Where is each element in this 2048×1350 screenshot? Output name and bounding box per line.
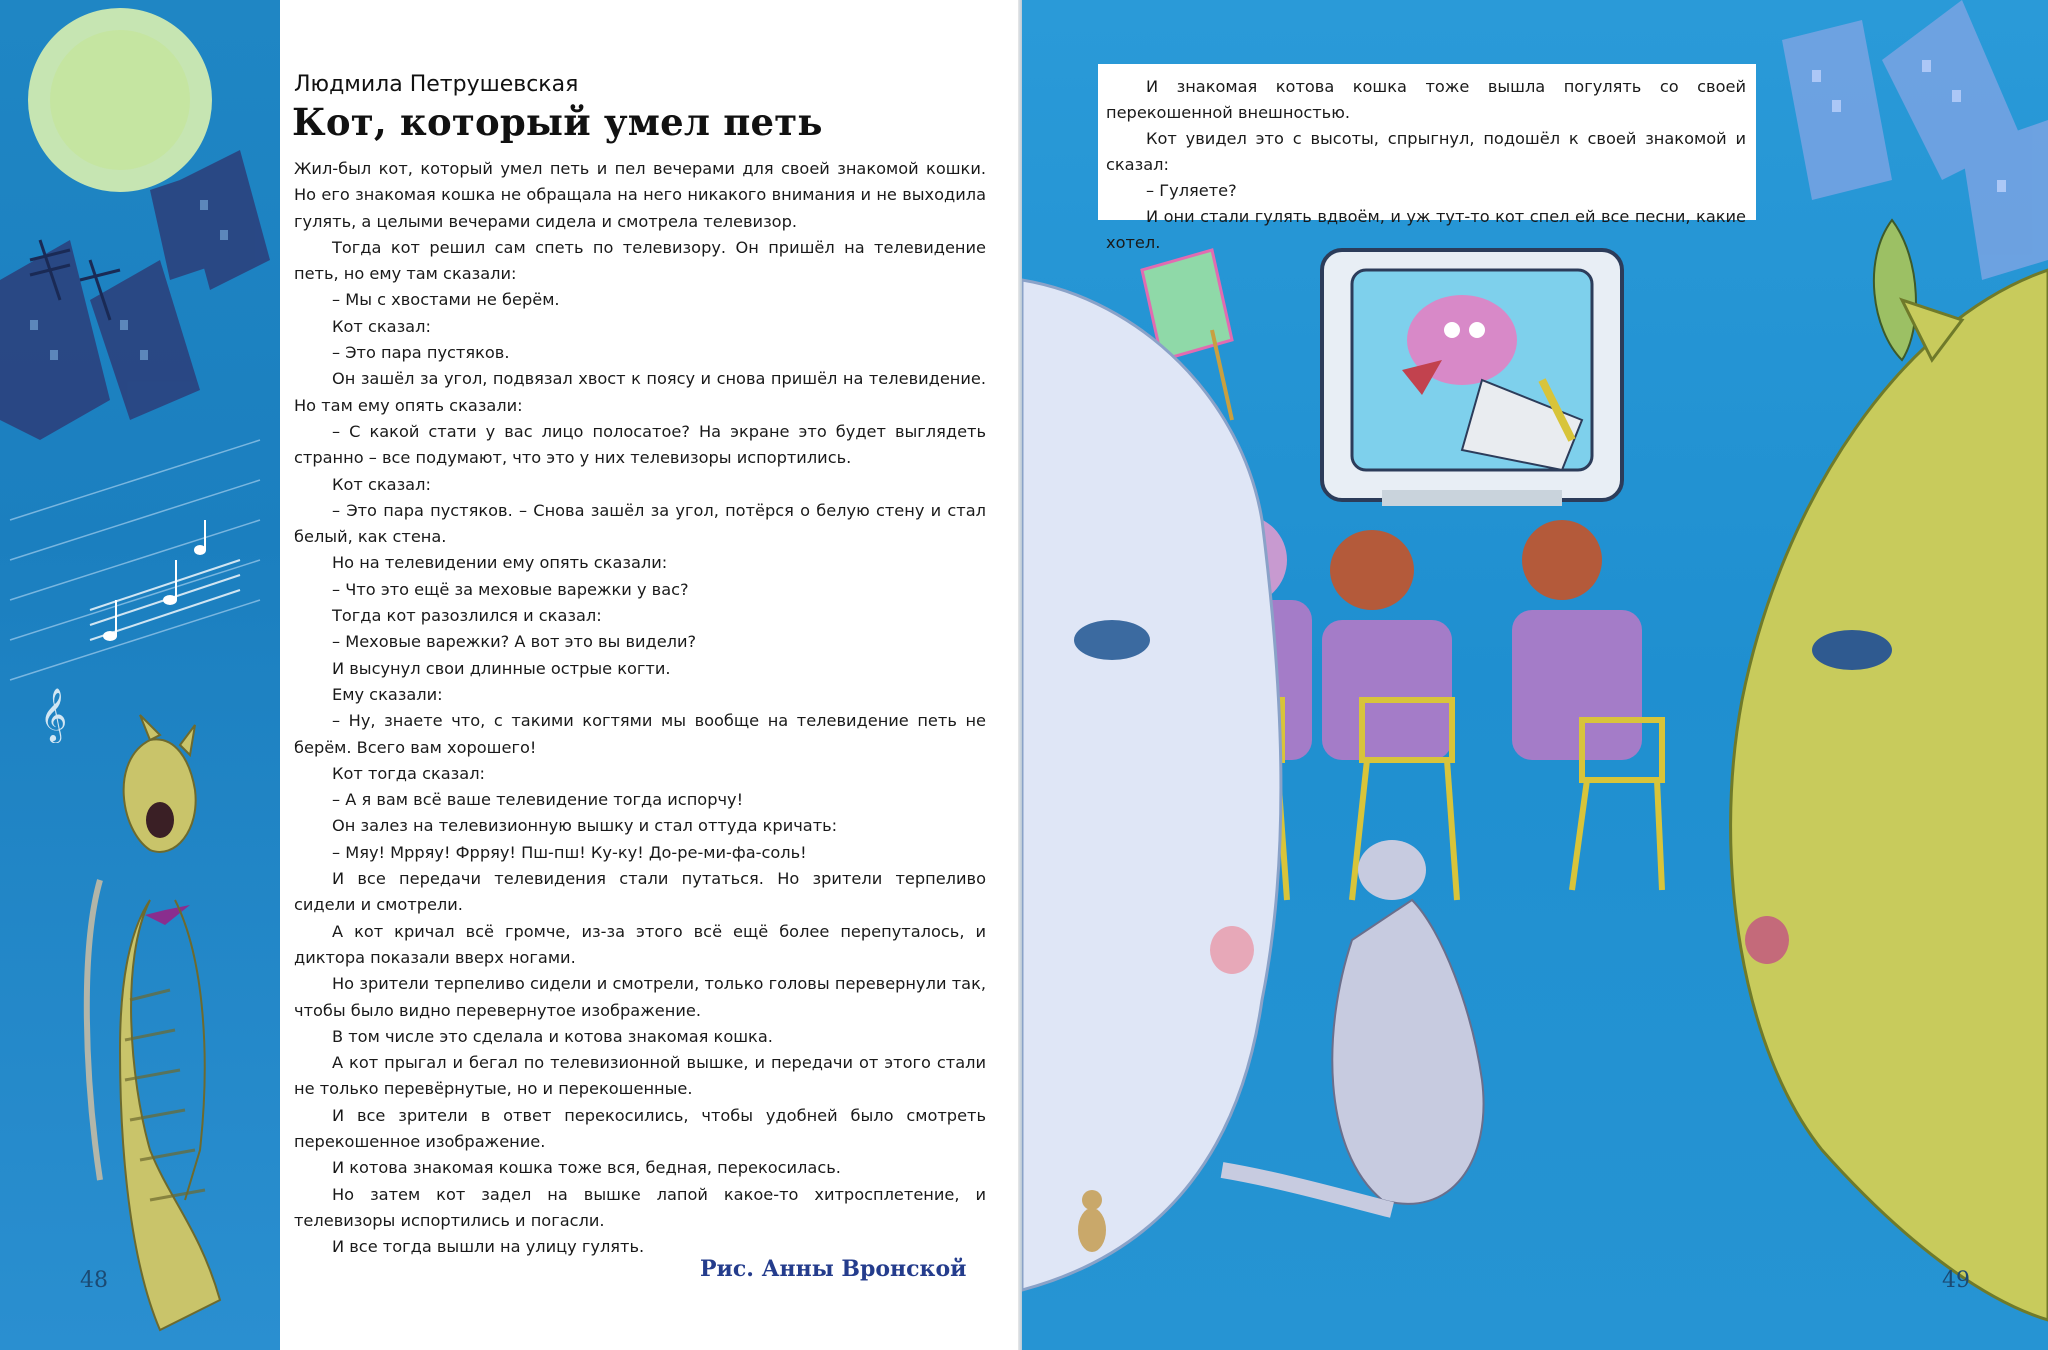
paragraph: – Мы с хвостами не берём.	[332, 290, 560, 310]
page-number-left: 48	[80, 1268, 108, 1293]
left-illustration-drawing	[0, 0, 280, 1350]
paragraph: Но затем кот задел на вышке лапой какое-то хитросплетение, и телевизоры испортились и погасли.	[294, 1184, 986, 1230]
night-buildings	[0, 150, 270, 440]
paragraph: – А я вам всё ваше телевидение тогда испорчу!	[332, 790, 744, 810]
paragraph: И все тогда вышли на улицу гулять.	[332, 1237, 645, 1257]
paragraph: – Это пара пустяков.	[332, 343, 510, 363]
white-cat-face-drawing	[1022, 280, 1281, 1290]
story-text-page	[280, 0, 1020, 1350]
paragraph: И все передачи телевидения стали путаться. Но зрители терпеливо сидели и смотрели.	[294, 869, 986, 915]
paragraph: А кот прыгал и бегал по телевизионной вышке, и передачи от этого стали не только перевёрнутые, но и перекошенные.	[294, 1053, 986, 1099]
mouse-drawing	[1078, 1190, 1106, 1252]
paragraph: – Гуляете?	[1146, 181, 1237, 200]
paragraph: – Что это ещё за меховые варежки у вас?	[332, 579, 689, 599]
paragraph: И они стали гулять вдвоём, и уж тут-то кот спел ей все песни, какие хотел.	[1106, 207, 1746, 252]
paragraph: И знакомая котова кошка тоже вышла погулять со своей перекошенной внешностью.	[1106, 77, 1746, 122]
paragraph: А кот кричал всё громче, из-за этого всё ещё более перепуталось, и диктора показали вверх ногами.	[294, 921, 986, 967]
paragraph: И все зрители в ответ перекосились, чтобы удобней было смотреть перекошенное изображение.	[294, 1105, 986, 1151]
paragraph: – Меховые варежки? А вот это вы видели?	[332, 632, 697, 652]
paragraph: Ему сказали:	[332, 684, 443, 704]
singing-cat-drawing	[87, 715, 220, 1330]
paragraph: И высунул свои длинные острые когти.	[332, 658, 671, 678]
story-body	[294, 156, 986, 1260]
paragraph: Но на телевидении ему опять сказали:	[332, 553, 668, 573]
paragraph: Кот увидел это с высоты, спрыгнул, подошёл к своей знакомой и сказал:	[1106, 129, 1746, 174]
paragraph: Кот сказал:	[332, 474, 431, 494]
tv-set-drawing	[1322, 250, 1622, 506]
author-name: Людмила Петрушевская	[294, 72, 579, 97]
paragraph: – Ну, знаете что, с такими когтями мы вообще на телевидение петь не берём. Всего вам хорошего!	[294, 711, 986, 757]
paragraph: Кот тогда сказал:	[332, 763, 485, 783]
yellow-cat-face-drawing	[1731, 270, 2048, 1320]
paragraph: Тогда кот решил сам спеть по телевизору. Он пришёл на телевидение петь, но ему там сказали:	[294, 237, 986, 284]
story-title: Кот, который умел петь	[292, 100, 823, 144]
music-notes	[90, 520, 240, 640]
paragraph: Жил-был кот, который умел петь и пел вечерами для своей знакомой кошки. Но его знакомая кошка не обращала на него никакого внимания и не выходила гулять, а целыми вечерами сидела и смотрела телевизор.	[294, 159, 986, 231]
illustrator-credit: Рис. Анны Вронской	[700, 1256, 967, 1282]
city-buildings	[1782, 0, 2048, 280]
page-number-right: 49	[1942, 1268, 1970, 1293]
paragraph: – Это пара пустяков. – Снова зашёл за угол, потёрся о белую стену и стал белый, как стена.	[294, 500, 986, 547]
paragraph: Но зрители терпеливо сидели и смотрели, только головы перевернули так, чтобы было видно перевернутое изображение.	[294, 974, 986, 1020]
continuation-text-box	[1098, 64, 1756, 252]
paragraph: В том числе это сделала и котова знакомая кошка.	[332, 1026, 773, 1046]
paragraph: И котова знакомая кошка тоже вся, бедная, перекосилась.	[332, 1158, 841, 1178]
paragraph: Он залез на телевизионную вышку и стал оттуда кричать:	[332, 816, 838, 836]
paragraph: Тогда кот разозлился и сказал:	[332, 606, 602, 626]
left-illustration	[0, 0, 280, 1350]
paragraph: Он зашёл за угол, подвязал хвост к поясу и снова пришёл на телевидение. Но там ему опять сказали:	[294, 369, 986, 415]
svg-text:𝄞: 𝄞	[40, 687, 68, 741]
paragraph: – С какой стати у вас лицо полосатое? На экране это будет выглядеть странно – все подумают, что это у них телевизоры испортились.	[294, 421, 986, 468]
paragraph: – Мяу! Мрряу! Фрряу! Пш-пш! Ку-ку! До-ре-ми-фа-соль!	[332, 842, 807, 862]
paragraph: Кот сказал:	[332, 316, 431, 336]
